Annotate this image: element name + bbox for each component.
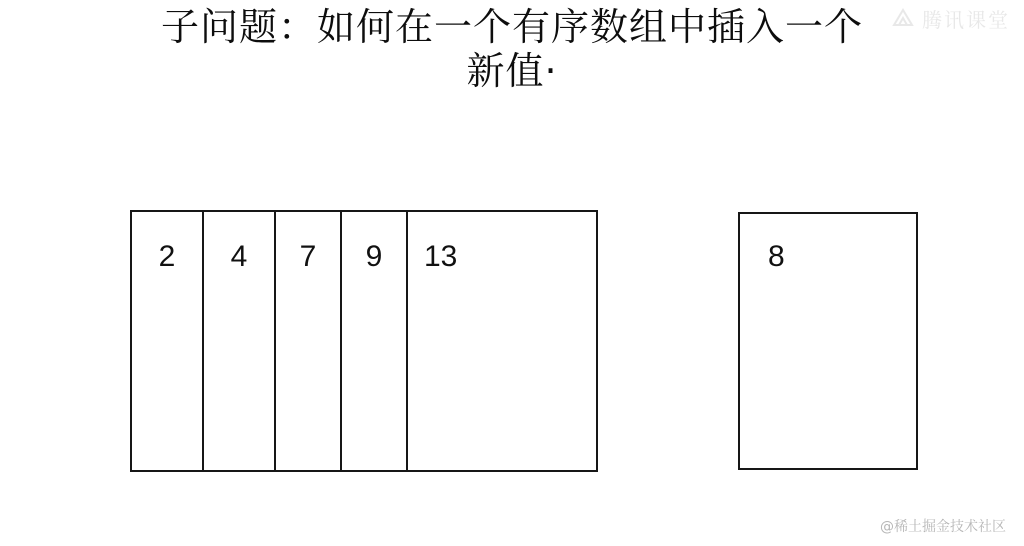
watermark-top-right-text: 腾讯课堂 — [922, 10, 1010, 32]
sorted-array — [130, 210, 598, 472]
page-title-line-1: 子问题：如何在一个有序数组中插入一个 — [160, 5, 863, 49]
value-to-insert-box — [738, 212, 918, 470]
array-cell — [276, 212, 342, 470]
array-cell-value: 7 — [299, 240, 317, 273]
page-title-line-2: 新值· — [466, 48, 558, 93]
array-cell — [342, 212, 408, 470]
value-to-insert-value: 8 — [768, 240, 785, 273]
array-cell-value: 4 — [230, 240, 248, 273]
array-cell — [408, 212, 596, 470]
array-cell — [204, 212, 276, 470]
array-cell-value: 2 — [158, 240, 176, 273]
array-cell-value: 13 — [424, 240, 458, 273]
array-cell-value: 9 — [365, 240, 383, 273]
array-cell — [132, 212, 204, 470]
watermark-bottom-right: @稀土掘金技术社区 — [880, 519, 1006, 535]
page-title — [0, 6, 1024, 93]
